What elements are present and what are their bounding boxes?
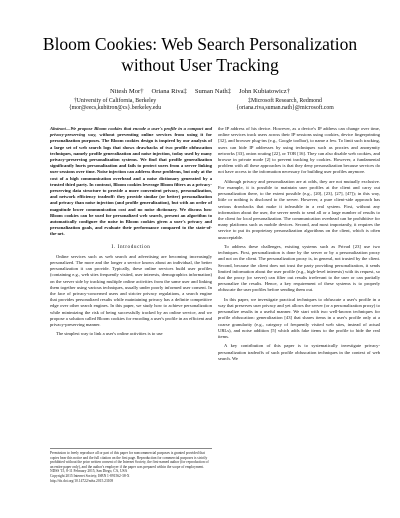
author-name: Oriana Riva‡ <box>151 88 187 95</box>
body-paragraph: To address these challenges, existing systems such as Privad [23] use two techniques. First, personalization is done by the server or by a personalization proxy and not on the client. The personalization proxy is, in general, not trusted by the client. Second, because the client does not trust the party providing personalization, it sends limited information about the user profile (e.g., high-level interests) with its request, so that the proxy (or server) can filter out results irrelevant to the user or can partially personalize the results. Hence, a key requirement of these systems is to properly obfuscate the user profiles before sending them out. <box>218 244 380 293</box>
body-paragraph: The simplest way to link a user's online activities is to use <box>56 331 163 337</box>
copyright-footnote <box>50 448 212 483</box>
abstract-lead: Abstract—We propose Bloom cookies that encode a user's profile in a compact and privacy-preserving way, <box>50 126 212 138</box>
body-paragraph: A key contribution of this paper is to systematically investigate privacy-personalization tradeoffs of such profile obfuscation techniques in the context of web search. We <box>218 343 380 361</box>
affiliation-microsoft <box>210 98 360 112</box>
affiliation-name: ‡Microsoft Research, Redmond <box>248 98 322 104</box>
left-column <box>50 126 212 341</box>
paper-title: Bloom Cookies: Web Search Personalization without User Tracking <box>42 34 358 75</box>
section-heading: I. Introduction <box>111 243 151 250</box>
conference-line: NDSS '15, 8-11 February 2015, San Diego, CA, USA <box>50 469 128 474</box>
affiliation-email: {mor@eecs,kubitron@cs}.berkeley.edu <box>68 105 162 111</box>
body-paragraph: the IP address of his device. However, as a device's IP address can change over time, online services track users across their IP sessions using cookies, device fingerprinting [32], and browser plug-ins (e.g., Google toolbar), to name a few. To limit such tracking, users can hide IP addresses by using techniques such as proxies and anonymity networks [33], onion routing [22], or TOR [16]. They can also disable web cookies, and browse in private mode [2] to prevent tracking by cookies. However, a fundamental problem with all these approaches is that they deny personalization because services do not have access to the information necessary for building user profiles anymore. <box>218 126 380 175</box>
affiliation-berkeley <box>40 98 190 112</box>
affiliation-name: †University of California, Berkeley <box>73 98 157 104</box>
author-name: Nitesh Mor† <box>109 88 144 95</box>
abstract-text: without preventing online services from using it for personalization purposes. The Bloom cookies design is inspired by our analysis of a large set of web search logs that shows drawbacks of two profile obfuscation techniques, namely profile generalization and noise injection, today used by many privacy-preserving personalization systems. We find that profile generalization significantly hurts personalization and fails to protect users from a server linking user sessions over time. Noise injection can address these problems, but only at the cost of a high communication overhead and a noise dictionary generated by a trusted third party. In contrast, Bloom cookies leverage Bloom filters as a privacy-preserving data structure to provide a more convenient privacy, personalization, and network efficiency tradeoff: they provide similar (or better) personalization and privacy than noise injection (and profile generalization), but with an order of magnitude lower communication cost and no noise dictionary. We discuss how Bloom cookies can be used for personalized web search, present an algorithm to automatically configure the noise in Bloom cookies given a user's privacy and personalization goals, and evaluate their performance compared to the state-of-the-art. <box>50 132 212 237</box>
doi-link[interactable]: http://dx.doi.org/10.14722/ndss.2015.23108 <box>50 478 114 483</box>
author-name: Suman Nath‡ <box>194 88 231 95</box>
affiliation-email: {oriana.riva,suman.nath}@microsoft.com <box>236 105 334 111</box>
affiliations <box>40 98 360 112</box>
abstract <box>50 126 212 238</box>
copyright-line: Copyright 2015 Internet Society, ISBN 1-891562-38-X <box>50 473 130 478</box>
body-paragraph: In this paper, we investigate practical techniques to obfuscate a user's profile in a way that preserves user privacy and yet allows the server (or a personalization proxy) to personalize results in a useful manner. We start with two well-known techniques for profile obfuscation: generalization [43] that shares items in a user's profile only at a coarse granularity (e.g., category of frequently visited web sites, instead of actual URLs), and noise addition [5] which adds fake items to the profile to hide the real items. <box>218 296 380 340</box>
author-name: John Kubiatowicz† <box>238 88 291 95</box>
body-paragraph: Online services such as web search and advertising are becoming increasingly personalized. The more and the longer a service knows about an individual, the better personalization it can provide. Typically, these online services build user profiles (containing e.g., web sites frequently visited, user interests, demographics information) on the server side by tracking multiple online activities from the same user and linking them together using various techniques, usually under poorly informed user consent. In the face of privacy-concerned users and stricter privacy regulations, a search engine that provides personalized results while maintaining privacy has a definite competitive edge over other search engines. In this paper, we study how to achieve personalization while minimizing the risk of being successfully tracked by an online service, and we propose a solution called Bloom cookies for encoding a user's profile in an efficient and privacy-preserving manner. <box>50 253 212 328</box>
author-list <box>20 88 380 96</box>
permission-notice: Permission to freely reproduce all or part of this paper for noncommercial purposes is granted provided that copies bear this notice and the full citation on the first page. Reproduction for commercial purposes is strictly prohibited without the prior written consent of the Internet Society, the first-named author (for reproduction of an entire paper only), and the author's employer if the paper was prepared within the scope of employment. <box>50 451 209 469</box>
right-column <box>218 126 380 365</box>
body-paragraph: Although privacy and personalization are at odds, they are not mutually exclusive. For example, it is possible to maintain user profiles at the client and carry out personalization there, to the extent possible (e.g., [20], [23], [27], [47]); in this way, little or nothing is disclosed to the server. However, a pure client-side approach has serious drawbacks that make it infeasible in a real system. First, without any information about the user, the server needs to send all or a large number of results to the client for local personalization. The communication overhead can be prohibitive for many platforms such as mobile devices. Second, and most importantly, it requires the service to put its proprietary personalization algorithms on the client, which is often unacceptable. <box>218 178 380 240</box>
